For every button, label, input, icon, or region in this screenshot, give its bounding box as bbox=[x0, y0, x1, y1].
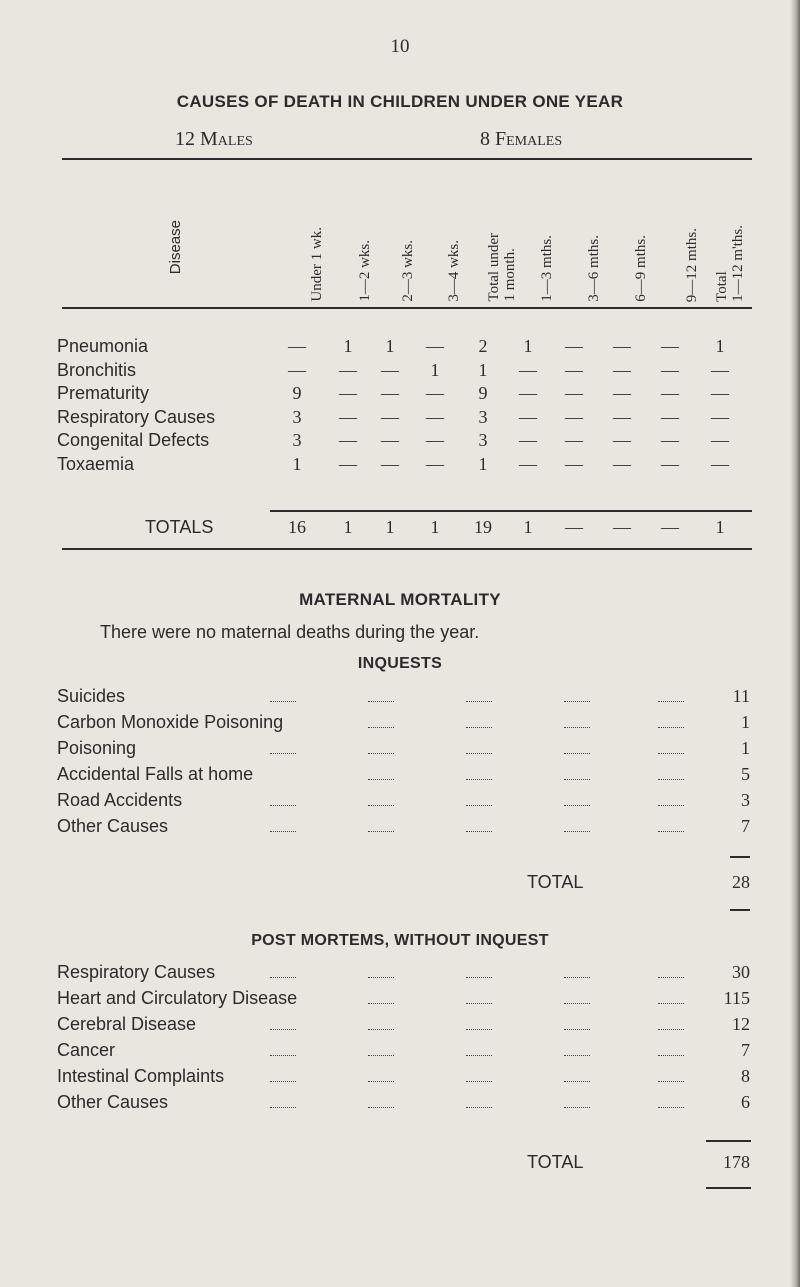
females-count: 8 Females bbox=[480, 128, 563, 150]
totals-cell: 1 bbox=[343, 517, 353, 537]
dot-leader bbox=[466, 1055, 492, 1056]
dot-leader bbox=[466, 1081, 492, 1082]
table-row-cell: 1 bbox=[478, 453, 488, 474]
dot-leader bbox=[658, 1003, 684, 1004]
dot-leader bbox=[564, 1003, 590, 1004]
inquests-total-bottom-rule bbox=[730, 909, 750, 911]
dot-leader bbox=[564, 1055, 590, 1056]
list-item-label: Heart and Circulatory Disease bbox=[57, 988, 298, 1008]
list-item-label: Cerebral Disease bbox=[57, 1014, 197, 1034]
inquests-title: INQUESTS bbox=[357, 655, 443, 672]
list-item-value: 12 bbox=[732, 1014, 750, 1034]
table-row-cell: — bbox=[426, 383, 444, 403]
dot-leader bbox=[368, 1003, 394, 1004]
dot-leader bbox=[466, 701, 492, 702]
dot-leader bbox=[270, 753, 296, 754]
inquests-total-label: TOTAL bbox=[527, 872, 584, 892]
table-row-cell: — bbox=[519, 430, 537, 450]
dot-leader bbox=[658, 805, 684, 806]
table-row-cell: — bbox=[381, 430, 399, 450]
table-row-cell: — bbox=[661, 453, 679, 474]
dot-leader bbox=[466, 1029, 492, 1030]
dot-leader bbox=[270, 1081, 296, 1082]
list-item-value: 30 bbox=[732, 962, 750, 982]
column-header: 1—3 mths. bbox=[539, 235, 555, 302]
dot-leader bbox=[564, 977, 590, 978]
table-row-cell: — bbox=[426, 430, 444, 450]
column-header: 9—12 mths. bbox=[684, 227, 700, 302]
table-row-cell: — bbox=[661, 406, 679, 427]
dot-leader bbox=[368, 727, 394, 728]
table-row-cell: 1 bbox=[523, 336, 533, 356]
dot-leader bbox=[564, 1107, 590, 1108]
column-header: Total under 1 month. bbox=[486, 233, 518, 302]
header-bottom-rule bbox=[62, 307, 752, 309]
page-number: 10 bbox=[390, 36, 410, 57]
table-row-cell: — bbox=[288, 359, 306, 380]
list-item-value: 11 bbox=[732, 686, 750, 706]
list-item-value: 1 bbox=[741, 738, 750, 758]
totals-cell: 16 bbox=[288, 517, 306, 537]
table-row-cell: — bbox=[613, 336, 631, 356]
table-row-cell: — bbox=[711, 406, 729, 427]
dot-leader bbox=[466, 1107, 492, 1108]
table-row-cell: — bbox=[711, 359, 729, 380]
table-row-cell: — bbox=[565, 430, 583, 450]
table-row-cell: — bbox=[613, 406, 631, 427]
table-row-cell: — bbox=[519, 406, 537, 427]
column-header: 3—4 wks. bbox=[446, 240, 462, 302]
dot-leader bbox=[658, 1055, 684, 1056]
column-header: 6—9 mths. bbox=[633, 235, 649, 302]
dot-leader bbox=[368, 1081, 394, 1082]
table-top-rule bbox=[62, 158, 752, 160]
table-row-cell: — bbox=[519, 359, 537, 380]
dot-leader bbox=[368, 753, 394, 754]
table-row-cell: 1 bbox=[478, 359, 488, 380]
list-item-value: 3 bbox=[741, 790, 750, 810]
table-bottom-rule bbox=[62, 548, 752, 550]
pm-total-top-rule bbox=[706, 1140, 751, 1142]
table-row-cell: — bbox=[565, 383, 583, 403]
totals-cell: 1 bbox=[430, 517, 440, 537]
dot-leader bbox=[270, 805, 296, 806]
table-row-cell: 9 bbox=[292, 383, 302, 403]
list-item-value: 1 bbox=[741, 712, 750, 732]
inquests-total-value: 28 bbox=[732, 872, 750, 892]
table-row-cell: — bbox=[661, 336, 679, 356]
table-row-cell: — bbox=[711, 430, 729, 450]
table-row-cell: — bbox=[661, 383, 679, 403]
dot-leader bbox=[466, 753, 492, 754]
table-row-label: Prematurity bbox=[57, 383, 150, 403]
dot-leader bbox=[368, 805, 394, 806]
table-row-cell: — bbox=[613, 430, 631, 450]
table-row-cell: — bbox=[711, 453, 729, 474]
list-item-value: 7 bbox=[741, 816, 750, 836]
dot-leader bbox=[368, 1107, 394, 1108]
column-header: Under 1 wk. bbox=[309, 227, 325, 302]
dot-leader bbox=[564, 1081, 590, 1082]
table-row-cell: 1 bbox=[385, 336, 395, 356]
dot-leader bbox=[658, 701, 684, 702]
dot-leader bbox=[658, 1029, 684, 1030]
table-row-cell: 3 bbox=[478, 430, 488, 450]
list-item-label: Accidental Falls at home bbox=[57, 764, 254, 784]
dot-leader bbox=[658, 977, 684, 978]
list-item-label: Respiratory Causes bbox=[57, 962, 216, 982]
post-mortems-title: POST MORTEMS, WITHOUT INQUEST bbox=[251, 932, 549, 949]
table-row-cell: — bbox=[565, 453, 583, 474]
column-header: 2—3 wks. bbox=[400, 240, 416, 302]
table-row-label: Toxaemia bbox=[57, 453, 135, 474]
dot-leader bbox=[466, 831, 492, 832]
dot-leader bbox=[564, 727, 590, 728]
dot-leader bbox=[368, 977, 394, 978]
list-item-label: Road Accidents bbox=[57, 790, 183, 810]
table-row-cell: — bbox=[288, 336, 306, 356]
list-item-value: 8 bbox=[741, 1066, 750, 1086]
table-row-cell: — bbox=[613, 453, 631, 474]
dot-leader bbox=[270, 1055, 296, 1056]
table-row-cell: 1 bbox=[430, 359, 440, 380]
table-row-cell: — bbox=[381, 359, 399, 380]
dot-leader bbox=[564, 805, 590, 806]
page-edge-shadow bbox=[790, 0, 800, 1287]
totals-cell: 1 bbox=[715, 517, 725, 537]
list-item-label: Poisoning bbox=[57, 738, 137, 758]
table-row-cell: — bbox=[339, 359, 357, 380]
dot-leader bbox=[658, 727, 684, 728]
list-item-label: Suicides bbox=[57, 686, 126, 706]
dot-leader bbox=[658, 779, 684, 780]
table-row-label: Pneumonia bbox=[57, 336, 149, 356]
table-row-cell: — bbox=[426, 336, 444, 356]
dot-leader bbox=[658, 1081, 684, 1082]
list-item-value: 7 bbox=[741, 1040, 750, 1060]
dot-leader bbox=[466, 977, 492, 978]
table-row-cell: — bbox=[519, 383, 537, 403]
table-row-cell: 1 bbox=[343, 336, 353, 356]
table-row-cell: — bbox=[661, 430, 679, 450]
table-row-cell: — bbox=[661, 359, 679, 380]
dot-leader bbox=[564, 753, 590, 754]
totals-cell: 19 bbox=[474, 517, 492, 537]
dot-leader bbox=[466, 805, 492, 806]
dot-leader bbox=[658, 1107, 684, 1108]
dot-leader bbox=[368, 1029, 394, 1030]
dot-leader bbox=[564, 701, 590, 702]
table-row-cell: 2 bbox=[478, 336, 488, 356]
table-row-cell: 3 bbox=[292, 430, 302, 450]
dot-leader bbox=[270, 1107, 296, 1108]
table-row-cell: — bbox=[381, 406, 399, 427]
males-count: 12 Males bbox=[175, 128, 253, 150]
table-row-label: Respiratory Causes bbox=[57, 406, 216, 427]
table-row-cell: 3 bbox=[292, 406, 302, 427]
column-header: Disease bbox=[167, 219, 184, 274]
table-row-cell: — bbox=[426, 406, 444, 427]
totals-cell: — bbox=[661, 517, 679, 537]
list-item-label: Other Causes bbox=[57, 1092, 169, 1112]
table-row-cell: 1 bbox=[292, 453, 302, 474]
list-item-value: 5 bbox=[741, 764, 750, 784]
dot-leader bbox=[466, 1003, 492, 1004]
table-row-cell: — bbox=[565, 336, 583, 356]
totals-cell: 1 bbox=[385, 517, 395, 537]
table-row-cell: — bbox=[565, 406, 583, 427]
table-row-cell: 3 bbox=[478, 406, 488, 427]
table-row-cell: — bbox=[613, 383, 631, 403]
table-row-cell: — bbox=[613, 359, 631, 380]
pm-total-value: 178 bbox=[723, 1152, 750, 1172]
table-row-cell: 9 bbox=[478, 383, 488, 403]
dot-leader bbox=[658, 831, 684, 832]
totals-top-rule bbox=[270, 510, 752, 512]
pm-total-label: TOTAL bbox=[527, 1152, 584, 1172]
table-row-cell: — bbox=[711, 383, 729, 403]
dot-leader bbox=[368, 831, 394, 832]
dot-leader bbox=[564, 831, 590, 832]
table-row-label: Congenital Defects bbox=[57, 430, 210, 450]
dot-leader bbox=[368, 779, 394, 780]
totals-label: TOTALS bbox=[145, 517, 214, 537]
totals-cell: — bbox=[613, 517, 631, 537]
dot-leader bbox=[270, 831, 296, 832]
table-row-cell: — bbox=[339, 406, 357, 427]
dot-leader bbox=[270, 701, 296, 702]
table-row-cell: — bbox=[381, 383, 399, 403]
list-item-value: 6 bbox=[741, 1092, 750, 1112]
maternal-mortality-text: There were no maternal deaths during the year. bbox=[100, 622, 480, 642]
dot-leader bbox=[270, 1029, 296, 1030]
table-row-cell: — bbox=[339, 383, 357, 403]
table-row-cell: — bbox=[339, 430, 357, 450]
table-row-cell: — bbox=[519, 453, 537, 474]
dot-leader bbox=[658, 753, 684, 754]
column-header: Total 1—12 m'ths. bbox=[714, 225, 746, 302]
table-row-label: Bronchitis bbox=[57, 359, 137, 380]
table-row-cell: 1 bbox=[715, 336, 725, 356]
maternal-mortality-title: MATERNAL MORTALITY bbox=[299, 590, 501, 609]
dot-leader bbox=[466, 779, 492, 780]
pm-total-bottom-rule bbox=[706, 1187, 751, 1189]
table-row-cell: — bbox=[565, 359, 583, 380]
dot-leader bbox=[270, 977, 296, 978]
list-item-label: Carbon Monoxide Poisoning bbox=[57, 712, 284, 732]
table-header-row bbox=[0, 162, 800, 302]
dot-leader bbox=[564, 1029, 590, 1030]
table-row-cell: — bbox=[339, 453, 357, 474]
list-item-label: Intestinal Complaints bbox=[57, 1066, 225, 1086]
column-header: 1—2 wks. bbox=[357, 240, 373, 302]
column-header: 3—6 mths. bbox=[586, 235, 602, 302]
list-item-label: Cancer bbox=[57, 1040, 116, 1060]
table-row-cell: — bbox=[426, 453, 444, 474]
dot-leader bbox=[466, 727, 492, 728]
children-deaths-title: CAUSES OF DEATH IN CHILDREN UNDER ONE YEAR bbox=[176, 92, 624, 111]
inquests-total-top-rule bbox=[730, 856, 750, 858]
totals-cell: 1 bbox=[523, 517, 533, 537]
dot-leader bbox=[368, 1055, 394, 1056]
list-item-value: 115 bbox=[723, 988, 750, 1008]
dot-leader bbox=[368, 701, 394, 702]
table-row-cell: — bbox=[381, 453, 399, 474]
list-item-label: Other Causes bbox=[57, 816, 169, 836]
dot-leader bbox=[564, 779, 590, 780]
totals-cell: — bbox=[565, 517, 583, 537]
